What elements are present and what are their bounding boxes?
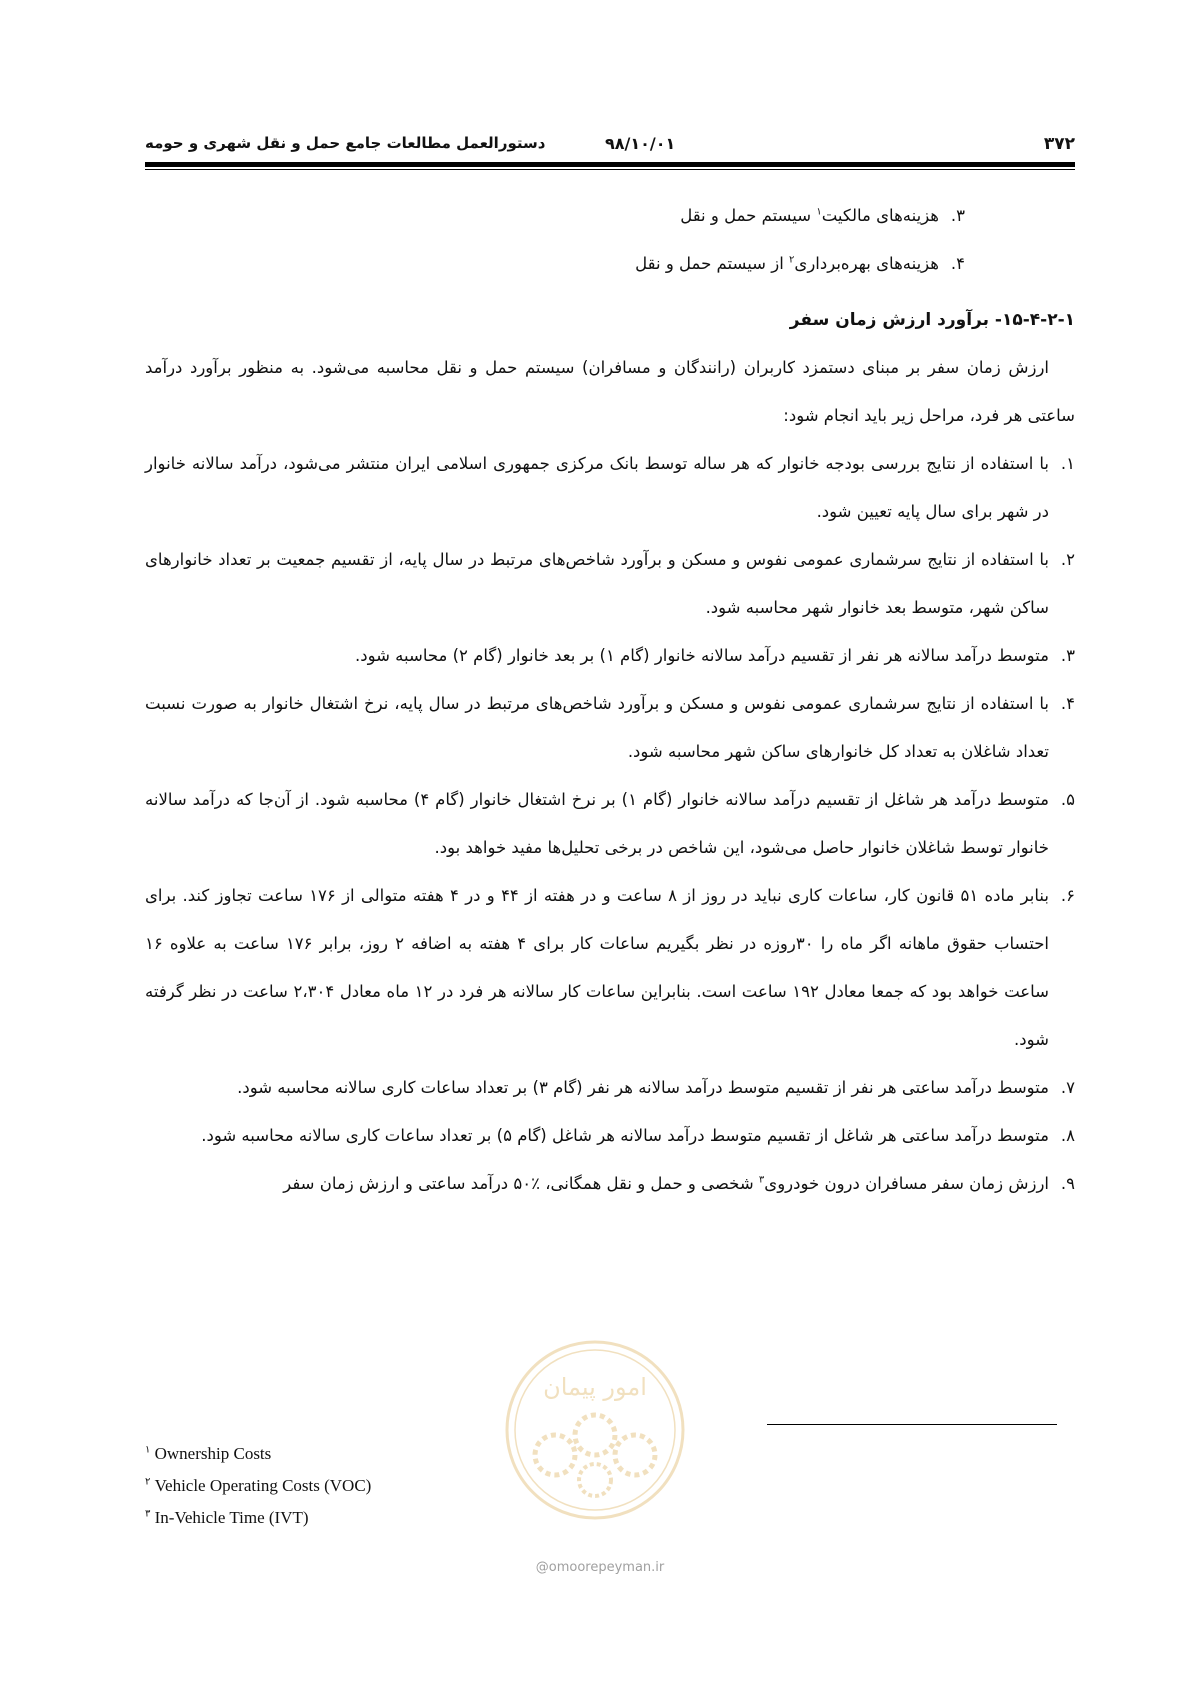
list-number: ۴. — [950, 254, 965, 273]
step-text-rest: شخصی و حمل و نقل همگانی، ٪۵۰ درآمد ساعتی و ارزش زمان سفر — [283, 1174, 759, 1193]
step-item — [145, 872, 1075, 1064]
header-rule-thin — [145, 169, 1075, 170]
step-text: متوسط درآمد ساعتی هر نفر از تقسیم متوسط درآمد سالانه هر نفر (گام ۳) بر تعداد ساعات کاری سالانه محاسبه شود. — [237, 1078, 1049, 1097]
footnote-mark: ۳ — [145, 1508, 151, 1520]
step-number: ۲. — [1060, 550, 1075, 569]
page-body — [145, 192, 1075, 1208]
step-text: با استفاده از نتایج سرشماری عمومی نفوس و مسکن و برآورد شاخص‌های مرتبط در سال پایه، از تقسیم جمعیت بر تعداد خانوارهای ساکن شهر، متوسط بعد خانوار شهر محاسبه شود. — [145, 550, 1049, 617]
step-number: ۶. — [1060, 886, 1075, 905]
step-item — [145, 1112, 1075, 1160]
watermark-logo-icon — [500, 1335, 690, 1525]
page-header — [145, 128, 1075, 158]
step-text: با استفاده از نتایج بررسی بودجه خانوار که هر ساله توسط بانک مرکزی جمهوری اسلامی ایران منتشر می‌شود، درآمد سالانه خانوار در شهر برای سال پایه تعیین شود. — [145, 454, 1049, 521]
list-item — [145, 240, 1075, 288]
step-item — [145, 1160, 1075, 1208]
header-date: ۹۸/۱۰/۰۱ — [605, 134, 676, 153]
step-item — [145, 776, 1075, 872]
intro-paragraph: ارزش زمان سفر بر مبنای دستمزد کاربران (رانندگان و مسافران) سیستم حمل و نقل محاسبه می‌شود. به منظور برآورد درآمد ساعتی هر فرد، مراحل زیر باید انجام شود: — [145, 358, 1075, 425]
footnote-ref: ۱ — [816, 206, 822, 218]
footnote-ref: ۲ — [789, 254, 795, 266]
step-text: با استفاده از نتایج سرشماری عمومی نفوس و مسکن و برآورد شاخص‌های مرتبط در سال پایه، نرخ اشتغال خانوار به صورت نسبت تعداد شاغلان به تعداد کل خانوارهای ساکن شهر محاسبه شود. — [145, 694, 1049, 761]
step-number: ۷. — [1060, 1078, 1075, 1097]
footnote-rule — [767, 1424, 1057, 1425]
step-text: بنابر ماده ۵۱ قانون کار، ساعات کاری نباید در روز از ۸ ساعت و در هفته از ۴۴ و در ۴ هفته متوالی از ۱۷۶ ساعت تجاوز کند. برای احتساب حقوق ماهانه اگر ماه را ۳۰روزه در نظر بگیریم ساعات کار برای ۴ هفته به اضافه ۲ روز، برابر ۱۷۶ ساعت به علاوه ۱۶ ساعت خواهد بود که جمعا معادل ۱۹۲ ساعت است. بنابراین ساعات کار سالانه هر فرد در ۱۲ ماه معادل ۲،۳۰۴ ساعت در نظر گرفته شود. — [145, 886, 1049, 1049]
section-heading: ۱۵-۴-۲-۱- برآورد ارزش زمان سفر — [789, 310, 1075, 330]
step-item — [145, 536, 1075, 632]
step-text: ارزش زمان سفر مسافران درون خودروی — [764, 1174, 1049, 1193]
step-number: ۵. — [1060, 790, 1076, 809]
header-title: دستورالعمل مطالعات جامع حمل و نقل شهری و حومه — [145, 134, 546, 152]
footnote-mark: ۲ — [145, 1476, 151, 1488]
step-number: ۱. — [1060, 454, 1075, 473]
list-text-rest: از سیستم حمل و نقل — [635, 254, 790, 273]
step-item — [145, 680, 1075, 776]
footnote-mark: ۱ — [145, 1444, 151, 1456]
footnote-text: In-Vehicle Time (IVT) — [154, 1508, 309, 1527]
footnote-text: Ownership Costs — [154, 1444, 272, 1463]
step-text: متوسط درآمد ساعتی هر شاغل از تقسیم متوسط درآمد سالانه هر شاغل (گام ۵) بر تعداد ساعات کاری سالانه محاسبه شود. — [201, 1126, 1049, 1145]
watermark-site: @omoorepeyman.ir — [535, 1560, 665, 1575]
list-item — [145, 192, 1075, 240]
step-item — [145, 632, 1075, 680]
step-text: متوسط درآمد هر شاغل از تقسیم درآمد سالانه خانوار (گام ۱) بر نرخ اشتغال خانوار (گام ۴) محاسبه شود. از آن‌جا که درآمد سالانه خانوار توسط شاغلان خانوار حاصل می‌شود، این شاخص در برخی تحلیل‌ها مفید خواهد بود. — [145, 790, 1050, 857]
list-number: ۳. — [950, 206, 965, 225]
watermark-logo-text: امور پیمان — [543, 1373, 647, 1401]
step-number: ۸. — [1060, 1126, 1075, 1145]
step-number: ۳. — [1060, 646, 1075, 665]
list-text: هزینه‌های بهره‌برداری — [794, 254, 939, 273]
step-number: ۴. — [1060, 694, 1075, 713]
step-item — [145, 440, 1075, 536]
list-text-rest: سیستم حمل و نقل — [680, 206, 817, 225]
header-rule-thick — [145, 162, 1075, 167]
step-number: ۹. — [1060, 1174, 1075, 1193]
footnote-ref: ۳ — [758, 1174, 765, 1186]
page-number: ۳۷۲ — [1043, 134, 1075, 154]
step-text: متوسط درآمد سالانه هر نفر از تقسیم درآمد سالانه خانوار (گام ۱) بر بعد خانوار (گام ۲) محاسبه شود. — [355, 646, 1049, 665]
footnote-text: Vehicle Operating Costs (VOC) — [154, 1476, 372, 1495]
step-item — [145, 1064, 1075, 1112]
list-text: هزینه‌های مالکیت — [821, 206, 939, 225]
cost-list — [145, 192, 1075, 288]
steps-list — [145, 440, 1075, 1208]
